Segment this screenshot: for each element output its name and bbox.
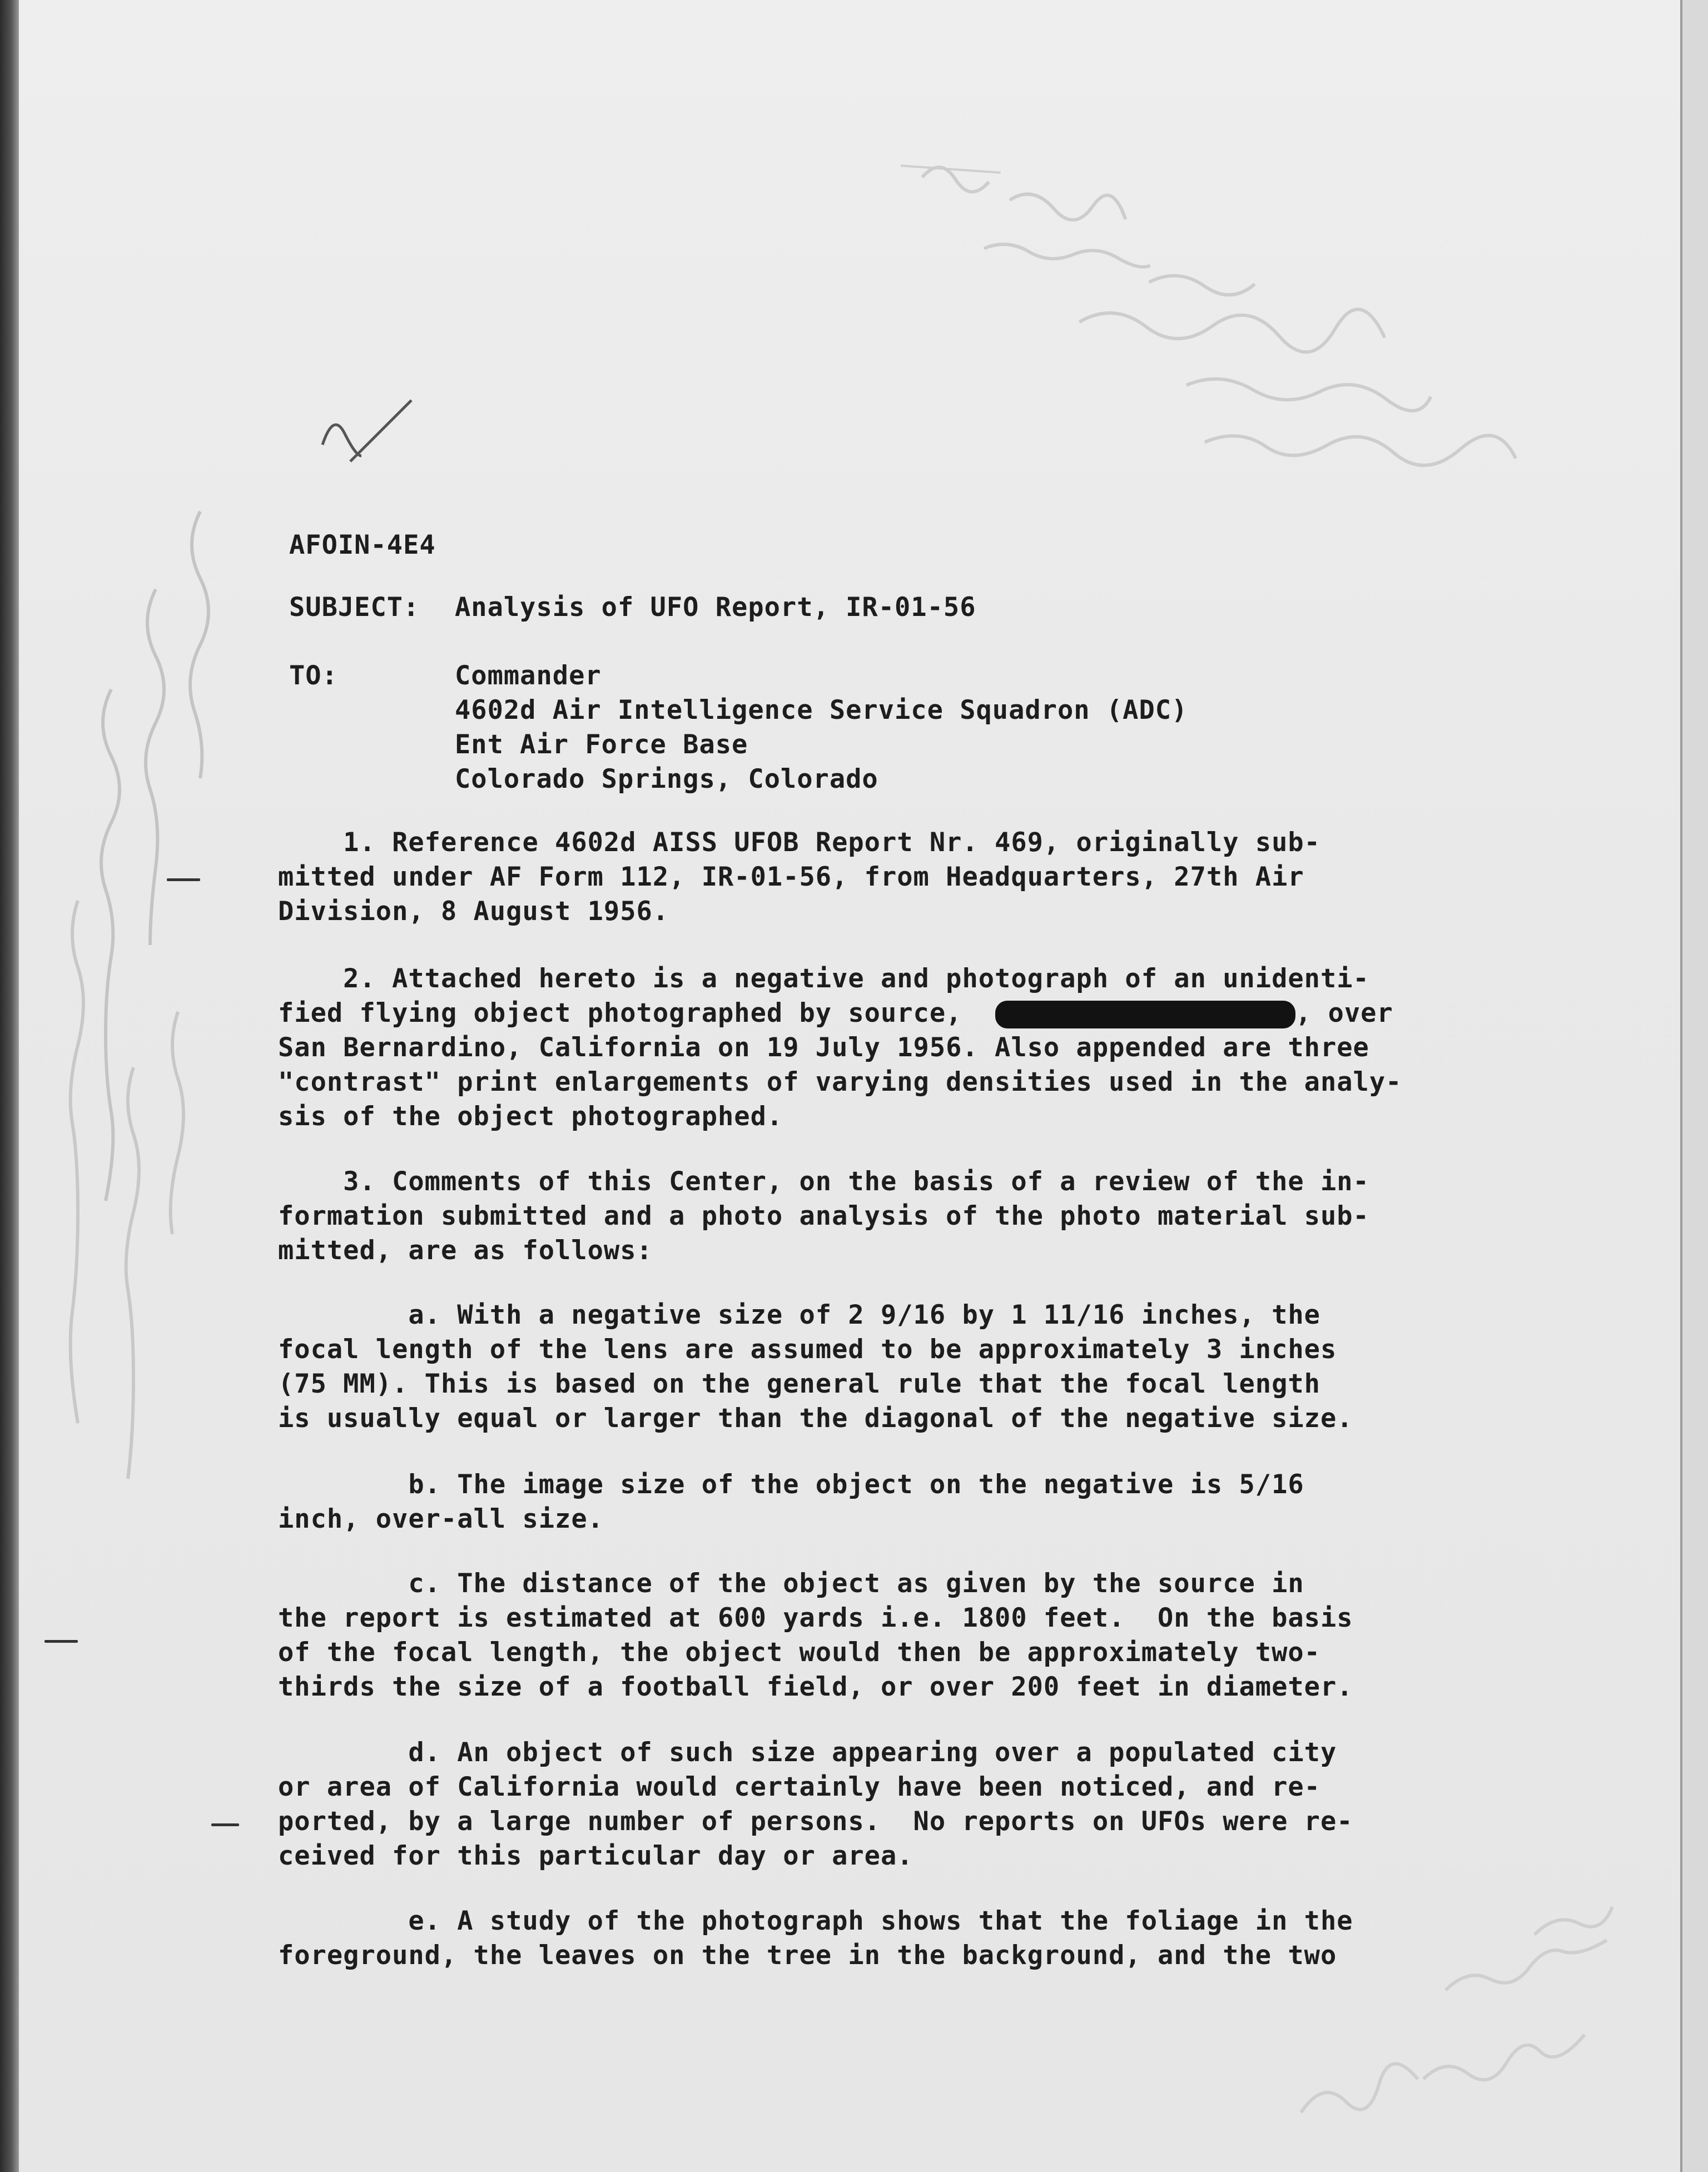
scan-right-edge	[1680, 0, 1682, 2172]
addressee-line: 4602d Air Intelligence Service Squadron (ADC)	[455, 695, 1188, 725]
to-label: TO:	[289, 660, 338, 691]
pencil-check-mark	[311, 378, 423, 489]
addressee-line: Ent Air Force Base	[455, 729, 748, 760]
paragraph-3-line: formation submitted and a photo analysis of the photo material sub-	[278, 1201, 1369, 1231]
margin-mark	[167, 878, 200, 881]
addressee-line: Commander	[455, 660, 602, 691]
subparagraph-d-line: or area of California would certainly have been noticed, and re-	[278, 1772, 1320, 1802]
subparagraph-d-line: d. An object of such size appearing over a populated city	[278, 1737, 1337, 1768]
subparagraph-d-line: ceived for this particular day or area.	[278, 1841, 913, 1871]
margin-mark	[211, 1823, 239, 1826]
paragraph-2-line: fied flying object photographed by source,	[278, 998, 962, 1028]
scan-left-edge	[0, 0, 19, 2172]
subparagraph-a-line: is usually equal or larger than the diagonal of the negative size.	[278, 1403, 1353, 1434]
subparagraph-a-line: a. With a negative size of 2 9/16 by 1 11/16 inches, the	[278, 1300, 1320, 1330]
paragraph-2-line: San Bernardino, California on 19 July 1956. Also appended are three	[278, 1032, 1369, 1063]
paragraph-2-line: , over	[1295, 998, 1393, 1028]
subparagraph-d-line: ported, by a large number of persons. No reports on UFOs were re-	[278, 1806, 1353, 1837]
paragraph-3-line: 3. Comments of this Center, on the basis of a review of the in-	[278, 1166, 1369, 1197]
office-symbol: AFOIN-4E4	[289, 530, 436, 560]
paragraph-3-line: mitted, are as follows:	[278, 1235, 653, 1266]
subparagraph-c-line: thirds the size of a football field, or over 200 feet in diameter.	[278, 1672, 1353, 1702]
subparagraph-a-line: (75 MM). This is based on the general rule that the focal length	[278, 1369, 1320, 1399]
addressee-line: Colorado Springs, Colorado	[455, 764, 878, 794]
subparagraph-b-line: b. The image size of the object on the negative is 5/16	[278, 1469, 1304, 1500]
paragraph-2-line: "contrast" print enlargements of varying densities used in the analy-	[278, 1067, 1402, 1097]
paragraph-2-line: 2. Attached hereto is a negative and photograph of an unidenti-	[278, 963, 1369, 994]
subparagraph-c-line: of the focal length, the object would then be approximately two-	[278, 1637, 1320, 1668]
paragraph-1-line: mitted under AF Form 112, IR-01-56, from Headquarters, 27th Air	[278, 862, 1304, 892]
paragraph-2-line: sis of the object photographed.	[278, 1101, 783, 1132]
subject-label: SUBJECT:	[289, 592, 420, 623]
paragraph-1-line: 1. Reference 4602d AISS UFOB Report Nr. 469, originally sub-	[278, 827, 1320, 858]
subparagraph-a-line: focal length of the lens are assumed to be approximately 3 inches	[278, 1334, 1337, 1365]
subparagraph-b-line: inch, over-all size.	[278, 1504, 604, 1534]
handwritten-note-left-margin	[33, 233, 245, 1957]
paragraph-1-line: Division, 8 August 1956.	[278, 896, 669, 927]
redacted-source-name	[995, 1001, 1295, 1028]
subject-line: Analysis of UFO Report, IR-01-56	[455, 592, 976, 623]
subparagraph-c-line: the report is estimated at 600 yards i.e. 1800 feet. On the basis	[278, 1603, 1353, 1633]
subparagraph-e-line: foreground, the leaves on the tree in the background, and the two	[278, 1940, 1337, 1971]
margin-mark	[44, 1640, 78, 1643]
subparagraph-c-line: c. The distance of the object as given by the source in	[278, 1568, 1304, 1599]
subparagraph-e-line: e. A study of the photograph shows that the foliage in the	[278, 1906, 1353, 1936]
